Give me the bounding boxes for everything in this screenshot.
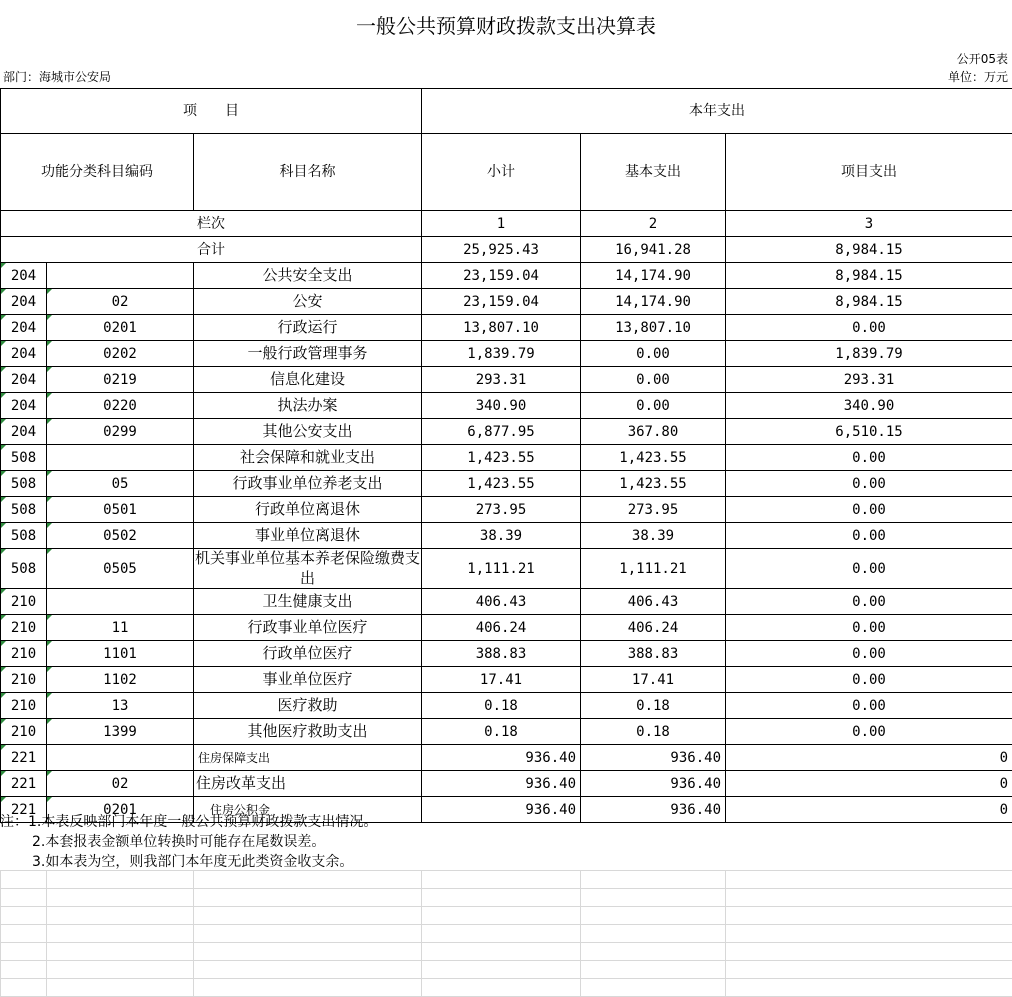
class-code-cell: 204 [1, 341, 47, 367]
item-code-cell: 05 [47, 471, 194, 497]
basic-cell: 388.83 [581, 641, 726, 667]
table-row [1, 419, 1012, 445]
column-index-2: 2 [581, 211, 726, 237]
subject-name-cell: 住房改革支出 [194, 771, 422, 797]
item-code-cell: 0219 [47, 367, 194, 393]
project-cell: 0.00 [726, 523, 1012, 549]
class-code-cell: 210 [1, 641, 47, 667]
basic-cell: 936.40 [581, 745, 726, 771]
basic-cell: 17.41 [581, 667, 726, 693]
class-code-cell: 210 [1, 615, 47, 641]
class-code-cell: 204 [1, 263, 47, 289]
project-cell: 0.00 [726, 693, 1012, 719]
subtotal-cell: 6,877.95 [422, 419, 581, 445]
header-project-expense: 项目支出 [726, 134, 1012, 211]
item-code-cell: 1102 [47, 667, 194, 693]
basic-cell: 38.39 [581, 523, 726, 549]
note-2: 2.本套报表金额单位转换时可能存在尾数误差。 [0, 832, 377, 852]
basic-cell: 13,807.10 [581, 315, 726, 341]
table-row [1, 549, 1012, 589]
project-cell: 0 [726, 797, 1012, 823]
empty-cell [581, 871, 726, 889]
project-cell: 1,839.79 [726, 341, 1012, 367]
class-code-cell: 508 [1, 445, 47, 471]
table-row [1, 693, 1012, 719]
subject-name-cell: 机关事业单位基本养老保险缴费支出 [194, 549, 422, 589]
basic-cell: 0.18 [581, 693, 726, 719]
subtotal-cell: 936.40 [422, 745, 581, 771]
item-code-cell: 02 [47, 289, 194, 315]
total-project: 8,984.15 [726, 237, 1012, 263]
class-code-cell: 204 [1, 367, 47, 393]
project-cell: 8,984.15 [726, 263, 1012, 289]
basic-cell: 936.40 [581, 771, 726, 797]
project-cell: 0.00 [726, 719, 1012, 745]
item-code-cell: 0220 [47, 393, 194, 419]
subject-name-cell: 事业单位离退休 [194, 523, 422, 549]
header-func-code: 功能分类科目编码 [1, 134, 194, 211]
subtotal-cell: 13,807.10 [422, 315, 581, 341]
basic-cell: 14,174.90 [581, 289, 726, 315]
subject-name-cell: 行政单位离退休 [194, 497, 422, 523]
empty-cell [726, 961, 1012, 979]
table-row [1, 315, 1012, 341]
empty-cell [194, 961, 422, 979]
subject-name-cell: 行政事业单位养老支出 [194, 471, 422, 497]
empty-cell [1, 889, 47, 907]
subject-name-cell: 卫生健康支出 [194, 589, 422, 615]
table-row [1, 341, 1012, 367]
empty-cell [47, 907, 194, 925]
table-row [1, 445, 1012, 471]
empty-cell [581, 979, 726, 997]
table-row [1, 497, 1012, 523]
empty-cell [1, 961, 47, 979]
project-cell: 0.00 [726, 667, 1012, 693]
total-subtotal: 25,925.43 [422, 237, 581, 263]
empty-cell [581, 961, 726, 979]
form-code: 公开05表 [957, 50, 1008, 67]
subject-name-cell: 行政单位医疗 [194, 641, 422, 667]
project-cell: 0.00 [726, 315, 1012, 341]
subtotal-cell: 406.43 [422, 589, 581, 615]
subject-name-cell: 执法办案 [194, 393, 422, 419]
project-cell: 0 [726, 771, 1012, 797]
empty-cell [1, 943, 47, 961]
subject-name-cell: 行政运行 [194, 315, 422, 341]
item-code-cell: 13 [47, 693, 194, 719]
empty-cell [726, 943, 1012, 961]
item-code-cell: 0501 [47, 497, 194, 523]
note-1: 注：1.本表反映部门本年度一般公共预算财政拨款支出情况。 [0, 812, 377, 832]
subject-name-cell: 事业单位医疗 [194, 667, 422, 693]
header-basic: 基本支出 [581, 134, 726, 211]
subject-name-cell: 其他公安支出 [194, 419, 422, 445]
table-row [1, 471, 1012, 497]
item-code-cell [47, 589, 194, 615]
class-code-cell: 210 [1, 589, 47, 615]
column-index-1: 1 [422, 211, 581, 237]
class-code-cell: 204 [1, 393, 47, 419]
header-row-2 [1, 134, 1012, 211]
empty-cell [194, 925, 422, 943]
class-code-cell: 204 [1, 419, 47, 445]
empty-cell [581, 943, 726, 961]
empty-cell [47, 979, 194, 997]
empty-cell [726, 907, 1012, 925]
subtotal-cell: 936.40 [422, 771, 581, 797]
empty-cell [47, 925, 194, 943]
project-cell: 293.31 [726, 367, 1012, 393]
item-code-cell: 0202 [47, 341, 194, 367]
project-cell: 0.00 [726, 471, 1012, 497]
table-row [1, 719, 1012, 745]
item-code-cell: 0502 [47, 523, 194, 549]
subtotal-cell: 273.95 [422, 497, 581, 523]
empty-cell [422, 925, 581, 943]
basic-cell: 1,423.55 [581, 445, 726, 471]
basic-cell: 406.43 [581, 589, 726, 615]
class-code-cell: 508 [1, 471, 47, 497]
notes [0, 812, 377, 872]
table-row [1, 263, 1012, 289]
header-project: 项 目 [1, 89, 422, 134]
empty-cell [581, 889, 726, 907]
table-row [1, 393, 1012, 419]
empty-row [1, 871, 1012, 889]
basic-cell: 0.00 [581, 341, 726, 367]
subtotal-cell: 0.18 [422, 693, 581, 719]
total-label: 合计 [1, 237, 422, 263]
empty-cell [1, 979, 47, 997]
header-subject-name: 科目名称 [194, 134, 422, 211]
table-row [1, 667, 1012, 693]
table-row [1, 771, 1012, 797]
class-code-cell: 210 [1, 719, 47, 745]
project-cell: 0.00 [726, 641, 1012, 667]
empty-row [1, 943, 1012, 961]
empty-cell [422, 907, 581, 925]
header-subtotal: 小计 [422, 134, 581, 211]
project-cell: 0.00 [726, 445, 1012, 471]
project-cell: 0.00 [726, 549, 1012, 589]
basic-cell: 273.95 [581, 497, 726, 523]
empty-cell [47, 943, 194, 961]
subtotal-cell: 1,423.55 [422, 445, 581, 471]
class-code-cell: 210 [1, 667, 47, 693]
class-code-cell: 508 [1, 497, 47, 523]
subject-name-cell: 医疗救助 [194, 693, 422, 719]
item-code-cell [47, 445, 194, 471]
empty-cell [422, 871, 581, 889]
empty-cell [581, 925, 726, 943]
empty-cell [1, 907, 47, 925]
empty-row [1, 979, 1012, 997]
empty-cell [194, 979, 422, 997]
table-row [1, 745, 1012, 771]
class-code-cell: 221 [1, 797, 47, 823]
subtotal-cell: 23,159.04 [422, 263, 581, 289]
column-index-label: 栏次 [1, 211, 422, 237]
subject-name-cell: 社会保障和就业支出 [194, 445, 422, 471]
expense-table [0, 88, 1012, 823]
item-code-cell: 11 [47, 615, 194, 641]
table-row [1, 589, 1012, 615]
basic-cell: 0.18 [581, 719, 726, 745]
table-row [1, 641, 1012, 667]
empty-row [1, 961, 1012, 979]
subtotal-cell: 340.90 [422, 393, 581, 419]
class-code-cell: 221 [1, 745, 47, 771]
basic-cell: 406.24 [581, 615, 726, 641]
class-code-cell: 210 [1, 693, 47, 719]
empty-grid [0, 870, 1012, 997]
table-row [1, 615, 1012, 641]
table-row [1, 367, 1012, 393]
subtotal-cell: 17.41 [422, 667, 581, 693]
subtotal-cell: 388.83 [422, 641, 581, 667]
empty-cell [1, 925, 47, 943]
empty-cell [47, 871, 194, 889]
subject-name-cell: 行政事业单位医疗 [194, 615, 422, 641]
empty-cell [726, 871, 1012, 889]
empty-cell [47, 961, 194, 979]
total-row [1, 237, 1012, 263]
basic-cell: 1,111.21 [581, 549, 726, 589]
project-cell: 0.00 [726, 615, 1012, 641]
subject-name-cell: 其他医疗救助支出 [194, 719, 422, 745]
item-code-cell: 0201 [47, 315, 194, 341]
project-cell: 0.00 [726, 497, 1012, 523]
unit-label: 单位：万元 [948, 68, 1008, 85]
table-row [1, 289, 1012, 315]
item-code-cell: 0505 [47, 549, 194, 589]
item-code-cell: 1399 [47, 719, 194, 745]
empty-cell [726, 979, 1012, 997]
column-index-3: 3 [726, 211, 1012, 237]
empty-cell [194, 943, 422, 961]
item-code-cell: 02 [47, 771, 194, 797]
subtotal-cell: 293.31 [422, 367, 581, 393]
subtotal-cell: 936.40 [422, 797, 581, 823]
subject-name-cell: 住房保障支出 [194, 745, 422, 771]
basic-cell: 367.80 [581, 419, 726, 445]
subtotal-cell: 406.24 [422, 615, 581, 641]
class-code-cell: 221 [1, 771, 47, 797]
empty-cell [194, 871, 422, 889]
empty-cell [47, 889, 194, 907]
empty-cell [194, 889, 422, 907]
empty-cell [422, 961, 581, 979]
empty-cell [422, 943, 581, 961]
subtotal-cell: 1,839.79 [422, 341, 581, 367]
empty-row [1, 925, 1012, 943]
empty-row [1, 889, 1012, 907]
project-cell: 0.00 [726, 589, 1012, 615]
total-basic: 16,941.28 [581, 237, 726, 263]
item-code-cell [47, 745, 194, 771]
item-code-cell [47, 263, 194, 289]
page-title: 一般公共预算财政拨款支出决算表 [0, 10, 1012, 39]
subject-name-cell: 住房公积金 [194, 797, 422, 823]
subtotal-cell: 0.18 [422, 719, 581, 745]
class-code-cell: 204 [1, 289, 47, 315]
item-code-cell: 1101 [47, 641, 194, 667]
empty-cell [422, 979, 581, 997]
subject-name-cell: 公共安全支出 [194, 263, 422, 289]
subject-name-cell: 公安 [194, 289, 422, 315]
header-this-year-expense: 本年支出 [422, 89, 1012, 134]
subtotal-cell: 1,111.21 [422, 549, 581, 589]
empty-cell [726, 889, 1012, 907]
empty-cell [1, 871, 47, 889]
subject-name-cell: 一般行政管理事务 [194, 341, 422, 367]
basic-cell: 0.00 [581, 367, 726, 393]
basic-cell: 1,423.55 [581, 471, 726, 497]
project-cell: 8,984.15 [726, 289, 1012, 315]
item-code-cell: 0299 [47, 419, 194, 445]
item-code-cell: 0201 [47, 797, 194, 823]
subtotal-cell: 38.39 [422, 523, 581, 549]
class-code-cell: 508 [1, 549, 47, 589]
empty-cell [581, 907, 726, 925]
subject-name-cell: 信息化建设 [194, 367, 422, 393]
column-index-row [1, 211, 1012, 237]
project-cell: 340.90 [726, 393, 1012, 419]
empty-cell [422, 889, 581, 907]
class-code-cell: 204 [1, 315, 47, 341]
class-code-cell: 508 [1, 523, 47, 549]
basic-cell: 14,174.90 [581, 263, 726, 289]
project-cell: 6,510.15 [726, 419, 1012, 445]
basic-cell: 0.00 [581, 393, 726, 419]
basic-cell: 936.40 [581, 797, 726, 823]
empty-cell [194, 907, 422, 925]
department-label: 部门：海城市公安局 [3, 68, 111, 85]
note-3: 3.如本表为空，则我部门本年度无此类资金收支余。 [0, 852, 377, 872]
header-row-1 [1, 89, 1012, 134]
subtotal-cell: 1,423.55 [422, 471, 581, 497]
empty-cell [726, 925, 1012, 943]
subtotal-cell: 23,159.04 [422, 289, 581, 315]
table-row [1, 523, 1012, 549]
empty-row [1, 907, 1012, 925]
project-cell: 0 [726, 745, 1012, 771]
